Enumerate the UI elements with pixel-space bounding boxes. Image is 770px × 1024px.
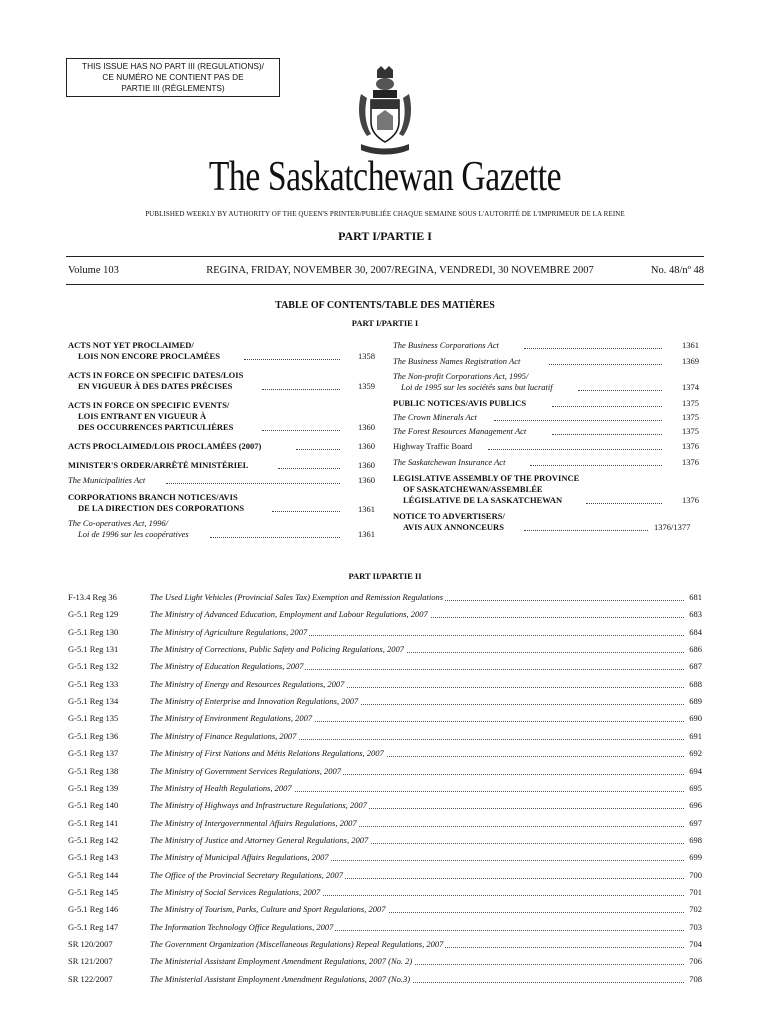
page-number: 702 [689, 904, 702, 915]
toc-entry[interactable]: MINISTER'S ORDER/ARRÊTÉ MINISTÉRIEL [68, 460, 249, 470]
page-number: 708 [689, 973, 702, 984]
regulation-title: The Ministry of Corrections, Public Safety and Policing Regulations, 2007 [150, 644, 404, 655]
regulation-title: The Ministry of Energy and Resources Regulations, 2007 [150, 678, 345, 689]
regulation-row[interactable] [68, 974, 702, 991]
page-number: 704 [689, 939, 702, 949]
page-number: 689 [689, 696, 702, 707]
page-number: 1376/1377 [654, 522, 691, 532]
toc-part2-heading: PART II/PARTIE II [348, 571, 422, 581]
page-number: 686 [689, 644, 702, 655]
regulation-row[interactable] [68, 592, 702, 609]
regulation-code: G-5.1 Reg 132 [68, 661, 119, 672]
page-number: 694 [689, 765, 702, 776]
regulation-row[interactable] [68, 904, 702, 921]
regulation-row[interactable] [68, 835, 702, 852]
coat-of-arms-icon [355, 64, 415, 156]
regulation-code: G-5.1 Reg 131 [68, 644, 119, 655]
page-number: 690 [689, 713, 702, 724]
regulation-code: G-5.1 Reg 147 [68, 921, 119, 932]
gazette-title: The Saskatchewan Gazette [208, 154, 562, 200]
notice-line: PARTIE III (RÈGLEMENTS) [121, 83, 225, 93]
regulation-row[interactable] [68, 748, 702, 765]
page-number: 681 [689, 592, 702, 602]
toc-entry[interactable]: CORPORATIONS BRANCH NOTICES/AVIS DE LA DIRECTION DES CORPORATIONS [68, 492, 245, 513]
page-number: 1360 [358, 422, 375, 432]
toc-entry[interactable]: ACTS IN FORCE ON SPECIFIC EVENTS/ LOIS ENTRANT EN VIGUEUR À DES OCCURRENCES PARTICULIÈRES [68, 400, 234, 432]
toc-entry[interactable]: PUBLIC NOTICES/AVIS PUBLICS [393, 398, 527, 408]
page-number: 684 [689, 626, 702, 637]
toc-entry[interactable]: The Forest Resources Management Act [393, 426, 527, 436]
page-number: 683 [689, 609, 702, 620]
part-heading: PART I/PARTIE I [338, 229, 432, 243]
page-number: 1361 [358, 529, 375, 539]
page-number: 695 [689, 782, 702, 793]
regulation-title: The Ministry of Government Services Regulations, 2007 [150, 765, 341, 776]
page-number: 1360 [358, 441, 375, 451]
regulation-code: G-5.1 Reg 142 [68, 834, 119, 845]
regulation-title: The Ministerial Assistant Employment Amendment Regulations, 2007 (No.3) [150, 973, 411, 984]
regulation-code: G-5.1 Reg 134 [68, 696, 119, 707]
regulation-code: SR 120/2007 [68, 939, 113, 949]
page-number: 703 [689, 921, 702, 932]
page-number: 699 [689, 852, 702, 863]
toc-entry[interactable]: The Non-profit Corporations Act, 1995/ Loi de 1995 sur les sociétés sans but lucratif [393, 371, 553, 392]
page-number: 1358 [358, 351, 375, 361]
page-number: 1360 [358, 475, 375, 485]
regulation-title: The Ministerial Assistant Employment Amendment Regulations, 2007 (No. 2) [150, 956, 413, 967]
regulation-code: G-5.1 Reg 138 [68, 765, 119, 776]
regulation-title: The Ministry of Finance Regulations, 2007 [150, 730, 297, 741]
regulation-code: G-5.1 Reg 144 [68, 869, 119, 880]
regulation-title: The Information Technology Office Regulations, 2007 [150, 921, 334, 932]
regulation-row[interactable] [68, 783, 702, 800]
regulation-title: The Ministry of Advanced Education, Employment and Labour Regulations, 2007 [150, 609, 428, 620]
regulation-code: G-5.1 Reg 146 [68, 904, 119, 915]
issue-number: No. 48/nº 48 [650, 265, 704, 276]
publisher-statement: PUBLISHED WEEKLY BY AUTHORITY OF THE QUEEN'S PRINTER/PUBLIÉE CHAQUE SEMAINE SOUS L'AUTORITÉ DE L'IMPRIMEUR DE LA REINE [145, 210, 625, 218]
regulation-code: G-5.1 Reg 137 [68, 748, 119, 759]
regulation-row[interactable] [68, 887, 702, 904]
regulation-code: G-5.1 Reg 135 [68, 713, 119, 724]
issue-date: REGINA, FRIDAY, NOVEMBER 30, 2007/REGINA, VENDREDI, 30 NOVEMBRE 2007 [206, 265, 594, 276]
regulation-row[interactable] [68, 644, 702, 661]
regulation-code: G-5.1 Reg 140 [68, 800, 119, 811]
page-number: 1361 [682, 340, 699, 350]
regulation-code: G-5.1 Reg 136 [68, 730, 119, 741]
toc-entry[interactable]: The Saskatchewan Insurance Act [393, 457, 506, 467]
page-number: 1376 [682, 495, 699, 505]
page-number: 1376 [682, 457, 699, 467]
page-number: 700 [689, 869, 702, 880]
regulation-code: G-5.1 Reg 130 [68, 626, 119, 637]
toc-part1-heading: PART I/PARTIE I [351, 318, 419, 328]
regulation-title: The Ministry of Education Regulations, 2007 [150, 661, 304, 672]
regulation-title: The Ministry of Justice and Attorney General Regulations, 2007 [150, 834, 369, 845]
notice-line: CE NUMÉRO NE CONTIENT PAS DE [102, 72, 244, 82]
regulation-code: G-5.1 Reg 129 [68, 609, 119, 620]
volume: Volume 103 [68, 265, 119, 276]
page-number: 687 [689, 661, 702, 672]
page-number: 1360 [358, 460, 375, 470]
regulation-row[interactable] [68, 679, 702, 696]
regulation-title: The Ministry of Agriculture Regulations, 2007 [150, 626, 308, 637]
toc-title: TABLE OF CONTENTS/TABLE DES MATIÈRES [275, 300, 495, 311]
regulation-title: The Ministry of Municipal Affairs Regulations, 2007 [150, 852, 329, 863]
regulation-row[interactable] [68, 766, 702, 783]
page-number: 692 [689, 748, 702, 759]
page-number: 1375 [682, 412, 699, 422]
regulation-row[interactable] [68, 870, 702, 887]
regulation-title: The Ministry of Tourism, Parks, Culture and Sport Regulations, 2007 [150, 904, 386, 915]
toc-entry[interactable]: The Business Names Registration Act [393, 356, 521, 366]
notice-line: THIS ISSUE HAS NO PART III (REGULATIONS)/ [82, 61, 264, 71]
toc-entry[interactable]: ACTS NOT YET PROCLAIMED/ LOIS NON ENCORE PROCLAMÉES [68, 340, 220, 361]
regulation-row[interactable] [68, 939, 702, 956]
page-number: 688 [689, 678, 702, 689]
regulation-row[interactable] [68, 800, 702, 817]
regulation-code: G-5.1 Reg 141 [68, 817, 119, 828]
page-number: 697 [689, 817, 702, 828]
page-number: 701 [689, 886, 702, 897]
regulation-title: The Used Light Vehicles (Provincial Sales Tax) Exemption and Remission Regulations [150, 592, 444, 602]
regulation-row[interactable] [68, 922, 702, 939]
regulation-code: SR 121/2007 [68, 956, 113, 967]
divider [66, 284, 704, 285]
regulation-title: The Ministry of Social Services Regulations, 2007 [150, 886, 321, 897]
toc-entry[interactable]: The Crown Minerals Act [393, 412, 477, 422]
toc-entry[interactable]: ACTS IN FORCE ON SPECIFIC DATES/LOIS EN VIGUEUR À DES DATES PRÉCISES [68, 370, 244, 391]
regulation-title: The Ministry of First Nations and Métis Relations Regulations, 2007 [150, 748, 384, 759]
page-number: 1361 [358, 504, 375, 514]
page-number: 691 [689, 730, 702, 741]
regulation-code: F-13.4 Reg 36 [68, 592, 117, 602]
regulation-code: G-5.1 Reg 145 [68, 886, 119, 897]
regulation-title: The Ministry of Enterprise and Innovation Regulations, 2007 [150, 696, 359, 707]
page-number: 696 [689, 800, 702, 811]
toc-entry[interactable]: NOTICE TO ADVERTISERS/ AVIS AUX ANNONCEURS [393, 511, 505, 532]
page-number: 706 [689, 956, 702, 967]
regulation-title: The Ministry of Intergovernmental Affairs Regulations, 2007 [150, 817, 357, 828]
toc-entry[interactable]: ACTS PROCLAIMED/LOIS PROCLAMÉES (2007) [68, 441, 262, 451]
regulation-title: The Government Organization (Miscellaneous Regulations) Repeal Regulations, 2007 [150, 939, 444, 949]
regulation-row[interactable] [68, 713, 702, 730]
page-number: 1376 [682, 441, 699, 451]
page-number: 1369 [682, 356, 699, 366]
regulation-code: G-5.1 Reg 133 [68, 678, 119, 689]
regulation-row[interactable] [68, 609, 702, 626]
page-number: 698 [689, 834, 702, 845]
regulation-title: The Ministry of Health Regulations, 2007 [150, 782, 292, 793]
regulation-row[interactable] [68, 818, 702, 835]
regulation-title: The Ministry of Highways and Infrastructure Regulations, 2007 [150, 800, 367, 811]
toc-entry[interactable]: Highway Traffic Board [393, 441, 473, 451]
page-number: 1375 [682, 426, 699, 436]
page-number: 1375 [682, 398, 699, 408]
regulation-code: SR 122/2007 [68, 973, 113, 984]
page-number: 1359 [358, 381, 375, 391]
toc-entry[interactable]: The Municipalities Act [68, 475, 146, 485]
page-number: 1374 [682, 382, 699, 392]
regulation-title: The Ministry of Environment Regulations, 2007 [150, 713, 313, 724]
toc-entry[interactable]: The Business Corporations Act [393, 340, 499, 350]
regulation-row[interactable] [68, 696, 702, 713]
toc-entry[interactable]: The Co-operatives Act, 1996/ Loi de 1996 sur les coopératives [68, 518, 189, 539]
regulation-code: G-5.1 Reg 143 [68, 852, 119, 863]
regulation-row[interactable] [68, 956, 702, 973]
no-part-iii-notice [66, 58, 280, 97]
toc-entry[interactable]: LEGISLATIVE ASSEMBLY OF THE PROVINCE OF SASKATCHEWAN/ASSEMBLÉE LÉGISLATIVE DE LA SASKATCHEWAN [393, 473, 580, 505]
regulation-code: G-5.1 Reg 139 [68, 782, 119, 793]
regulation-row[interactable] [68, 731, 702, 748]
divider [66, 256, 704, 257]
regulation-title: The Office of the Provincial Secretary Regulations, 2007 [150, 869, 343, 880]
regulation-row[interactable] [68, 852, 702, 869]
regulation-row[interactable] [68, 627, 702, 644]
regulation-row[interactable] [68, 661, 702, 678]
